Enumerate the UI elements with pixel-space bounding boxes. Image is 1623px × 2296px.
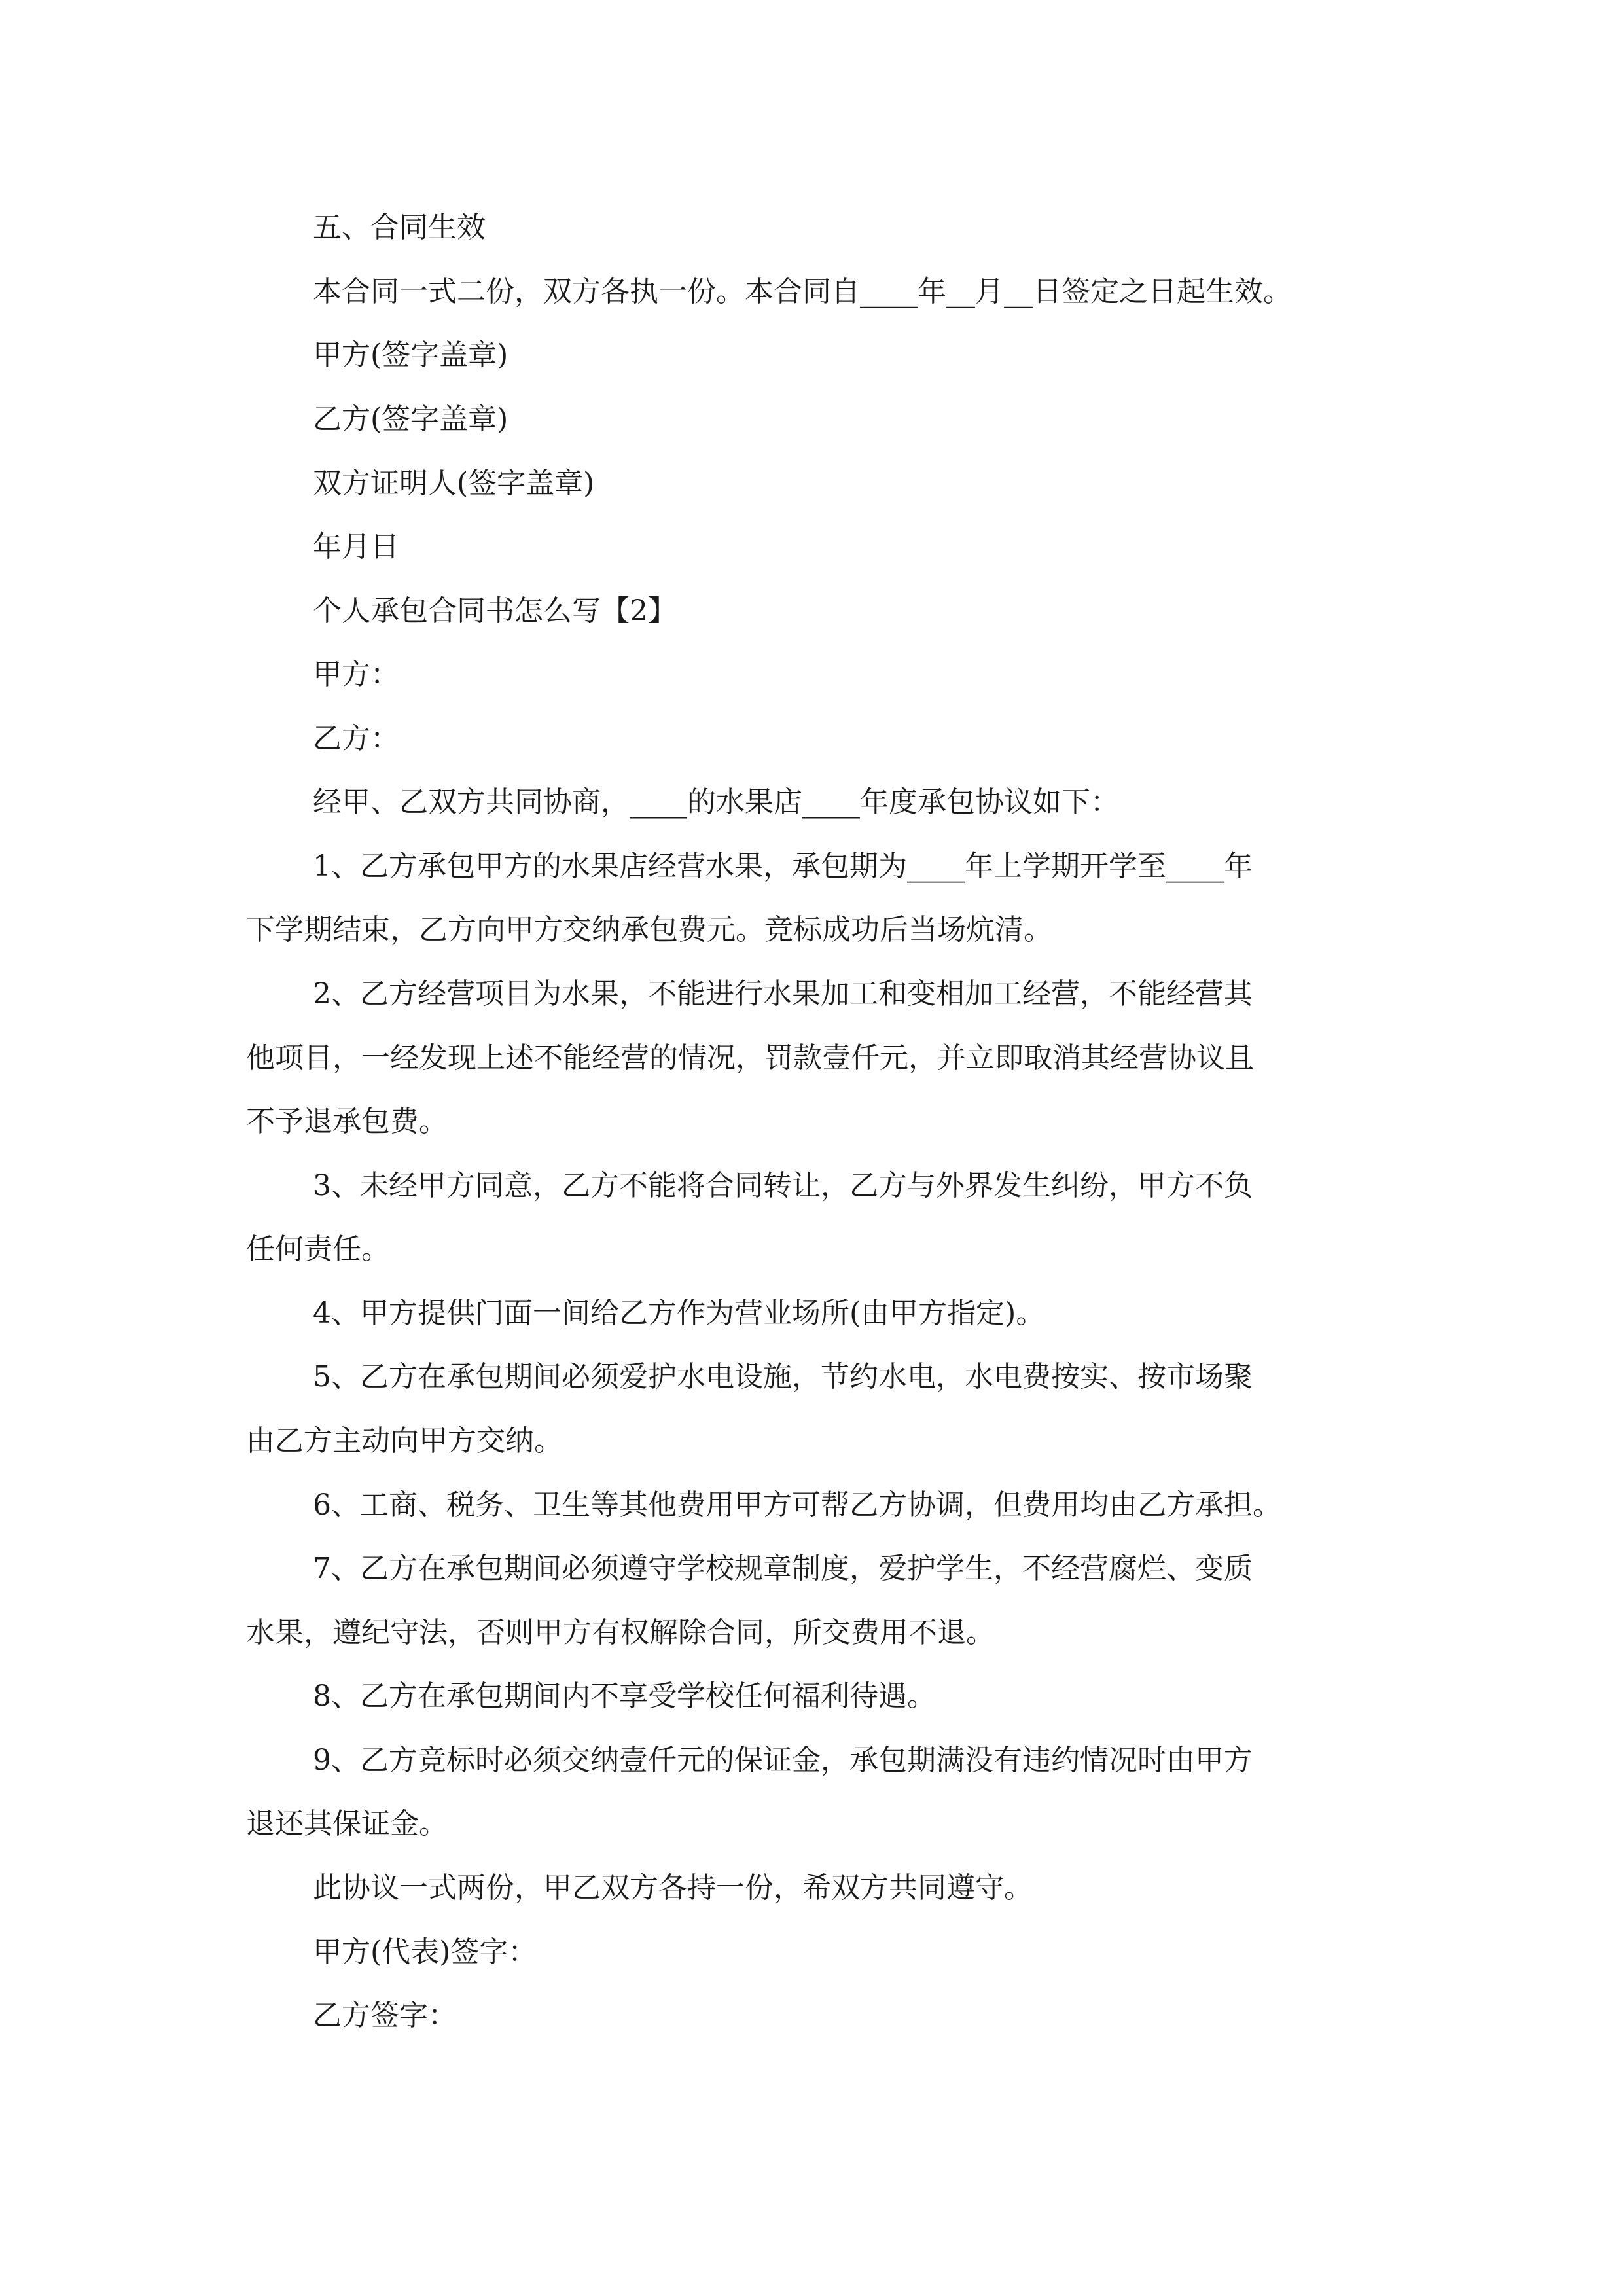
- paragraph-line: 5、乙方在承包期间必须爱护水电设施，节约水电，水电费按实、按市场聚: [313, 1360, 1253, 1393]
- paragraph-line: 3、未经甲方同意，乙方不能将合同转让，乙方与外界发生纠纷，甲方不负: [313, 1169, 1253, 1202]
- paragraph-line: 年月日: [313, 530, 399, 564]
- paragraph-line: 甲方：: [313, 658, 399, 691]
- paragraph-line: 水果，遵纪守法，否则甲方有权解除合同，所交费用不退。: [246, 1616, 995, 1649]
- section-heading: 五、合同生效: [313, 211, 486, 244]
- paragraph-line: 退还其保证金。: [246, 1807, 448, 1840]
- paragraph-line: 本合同一式二份，双方各执一份。本合同自____年__月__日签定之日起生效。: [313, 275, 1292, 308]
- paragraph-line: 此协议一式两份，甲乙双方各持一份，希双方共同遵守。: [313, 1871, 1033, 1905]
- paragraph-line: 双方证明人(签字盖章): [313, 467, 595, 500]
- paragraph-line: 经甲、乙双方共同协商，____的水果店____年度承包协议如下：: [313, 785, 1119, 819]
- section-heading: 个人承包合同书怎么写【2】: [313, 594, 677, 628]
- paragraph-line: 由乙方主动向甲方交纳。: [246, 1424, 563, 1458]
- paragraph-line: 8、乙方在承包期间内不享受学校任何福利待遇。: [313, 1679, 936, 1713]
- paragraph-line: 乙方：: [313, 722, 399, 755]
- paragraph-line: 6、工商、税务、卫生等其他费用甲方可帮乙方协调，但费用均由乙方承担。: [313, 1488, 1281, 1522]
- paragraph-line: 4、甲方提供门面一间给乙方作为营业场所(由甲方指定)。: [313, 1297, 1045, 1330]
- paragraph-line: 7、乙方在承包期间必须遵守学校规章制度，爱护学生，不经营腐烂、变质: [313, 1552, 1253, 1585]
- paragraph-line: 乙方(签字盖章): [313, 403, 508, 436]
- paragraph-line: 他项目，一经发现上述不能经营的情况，罚款壹仟元，并立即取消其经营协议且: [246, 1041, 1254, 1075]
- paragraph-line: 任何责任。: [246, 1232, 390, 1266]
- signature-line: 乙方签字：: [313, 1999, 457, 2032]
- paragraph-line: 1、乙方承包甲方的水果店经营水果，承包期为____年上学期开学至____年: [313, 850, 1253, 883]
- paragraph-line: 2、乙方经营项目为水果，不能进行水果加工和变相加工经营，不能经营其: [313, 977, 1253, 1011]
- signature-line: 甲方(代表)签字：: [313, 1935, 537, 1969]
- paragraph-line: 不予退承包费。: [246, 1105, 448, 1138]
- paragraph-line: 甲方(签字盖章): [313, 338, 508, 372]
- paragraph-line: 下学期结束，乙方向甲方交纳承包费元。竞标成功后当场炕清。: [246, 913, 1052, 946]
- paragraph-line: 9、乙方竞标时必须交纳壹仟元的保证金，承包期满没有违约情况时由甲方: [313, 1744, 1253, 1777]
